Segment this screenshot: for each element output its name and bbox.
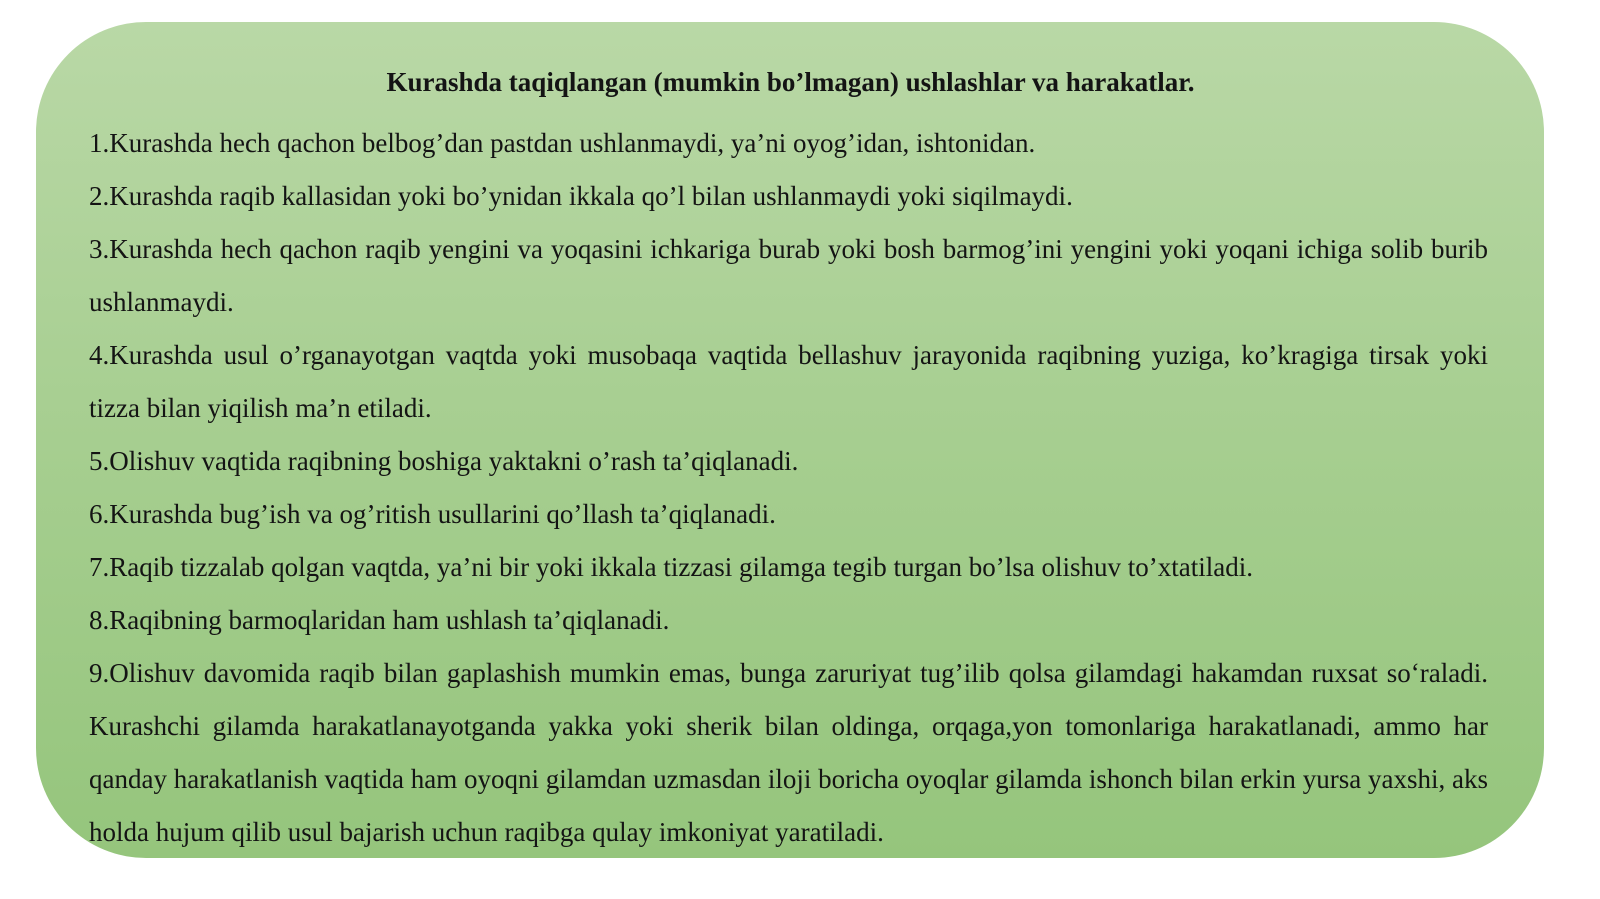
- rule-item-7: 7.Raqib tizzalab qolgan vaqtda, ya’ni bir yoki ikkala tizzasi gilamga tegib turgan bo’lsa olishuv to’xtatiladi.: [89, 552, 1253, 582]
- rule-item-5: 5.Olishuv vaqtida raqibning boshiga yaktakni o’rash ta’qiqlanadi.: [89, 446, 799, 476]
- rule-item-6: 6.Kurashda bug’ish va og’ritish usullarini qo’llash ta’qiqlanadi.: [89, 499, 776, 529]
- rule-item-4: 4.Kurashda usul o’rganayotgan vaqtda yoki musobaqa vaqtida bellashuv jarayonida raqibning yuziga, ko’kragiga tirsak yoki tizza bilan yiqilish ma’n etiladi.: [89, 340, 1488, 423]
- rule-item-8: 8.Raqibning barmoqlaridan ham ushlash ta’qiqlanadi.: [89, 605, 670, 635]
- rule-item-3: 3.Kurashda hech qachon raqib yengini va yoqasini ichkariga burab yoki bosh barmog’ini yengini yoki yoqani ichiga solib burib ushlanmaydi.: [89, 234, 1488, 317]
- rule-item-2: 2.Kurashda raqib kallasidan yoki bo’ynidan ikkala qo’l bilan ushlanmaydi yoki siqilmaydi.: [89, 181, 1073, 211]
- rule-item-9: 9.Olishuv davomida raqib bilan gaplashish mumkin emas, bunga zaruriyat tug’ilib qolsa gilamdagi hakamdan ruxsat so‘raladi. Kurashchi gilamda harakatlanayotganda yakka yoki sherik bilan oldinga, orqaga,yon tomonlariga harakatlanadi, ammo har qanday harakatlanish vaqtida ham oyoqni gilamdan uzmasdan iloji boricha oyoqlar gilamda ishonch bilan erkin yursa yaxshi, aks holda hujum qilib usul bajarish uchun raqibga qulay imkoniyat yaratiladi.: [89, 658, 1488, 847]
- rules-panel: [36, 22, 1544, 858]
- rule-item-1: 1.Kurashda hech qachon belbog’dan pastdan ushlanmaydi, ya’ni oyog’idan, ishtonidan.: [89, 128, 1036, 158]
- rules-list: [89, 117, 1488, 859]
- document-title: Kurashda taqiqlangan (mumkin bo’lmagan) ushlashlar va harakatlar.: [386, 67, 1195, 97]
